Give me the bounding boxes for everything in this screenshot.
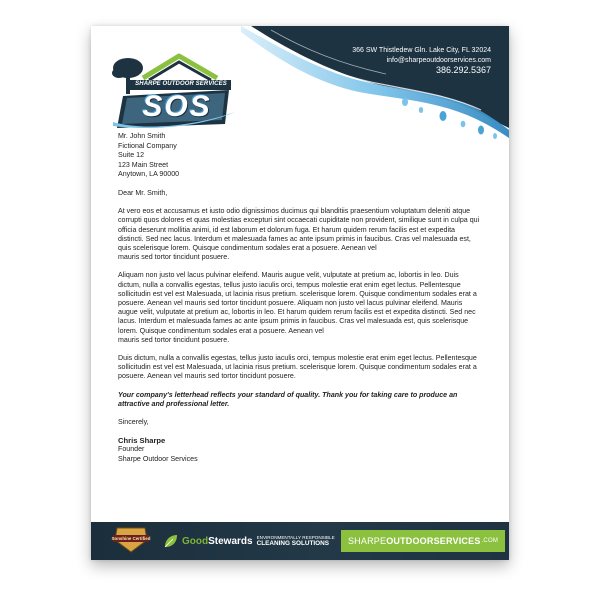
valediction: Sincerely, <box>118 418 149 427</box>
signer-title: Founder <box>118 445 145 454</box>
paragraph-2: Aliquam non justo vel lacus pulvinar eleifend. Mauris augue velit, vulputate at pretium ac, lobortis in leo. Duis dictum, nulla a convallis egestas, tellus justo iaculis orci, tempus molestie erat enim eget lectus. Pellentesque sollicitudin est vel est Malesuada, ut lacinia risus pretium. scelerisque lorem. Quisque condimentum sodales erat a posuere. Aenean vel mauris sed tortor tincidunt posuere. Aliquam non justo vel lacus pulvinar eleifend. Mauris augue velit, vulputate at pretium ac, lobortis in leo. Et harum quidem rerum facilis est et expedita distincti. Sed nec lacus. Interdum et malesuada fames ac ante ipsum primis in faucibus. Cras vel malesuada est, quis scelerisque lorem. Quisque condimentum sodales erat a posuere. Aenean vel <box>118 271 477 335</box>
leaf-icon <box>163 533 179 549</box>
recipient-suite: Suite 12 <box>118 151 145 160</box>
goodstewards-badge <box>163 531 335 551</box>
seal-text: Sonshine Certified <box>111 536 151 541</box>
recipient-name: Mr. John Smith <box>118 132 166 140</box>
paragraph-2-end: mauris sed tortor tincidunt posuere. <box>118 335 230 344</box>
company-address: 366 SW Thistledew Gln. Lake City, FL 32024 <box>352 47 491 54</box>
letterhead-page <box>91 26 509 560</box>
closing-quote: Your company's letterhead reflects your standard of quality. Thank you for taking care to produce an attractive and professional letter. <box>118 390 458 408</box>
goodstewards-tagline <box>257 535 335 548</box>
company-email: info@sharpeoutdoorservices.com <box>386 56 491 64</box>
company-phone: 386.292.5367 <box>435 65 491 75</box>
company-contact-block <box>352 46 491 76</box>
goodstewards-tag1: ENVIRONMENTALLY RESPONSIBLE <box>256 534 335 540</box>
signer-company: Sharpe Outdoor Services <box>118 454 198 463</box>
logo-monogram: SOS <box>142 90 212 123</box>
recipient-city: Anytown, LA 90000 <box>118 170 180 179</box>
website-part-b: OUTDOORSERVICES <box>386 536 481 546</box>
sonshine-certified-seal <box>111 524 151 554</box>
company-logo <box>109 50 239 132</box>
house-roof-icon <box>143 56 217 80</box>
paragraph-1: At vero eos et accusamus et iusto odio dignissimos ducimus qui blanditiis praesentium voluptatum deleniti atque corrupti quos dolores et quas molestias excepturi sint occaecati cupiditate non provident, similique sunt in culpa qui officia deserunt mollitia animi, id est laborum et dolorum fuga. Et harum quidem rerum facilis est et expedita distincti. Sed nec lacus. Interdum et malesuada fames ac ante ipsum primis in faucibus. Cras vel malesuada est, quis scelerisque lorem. Quisque condimentum sodales erat a posuere. Aenean vel <box>118 207 480 252</box>
logo-company-name: SHARPE OUTDOOR SERVICES <box>135 81 227 87</box>
recipient-block <box>118 132 482 180</box>
recipient-street: 123 Main Street <box>118 160 169 169</box>
letter-body <box>118 132 482 464</box>
footer-website <box>341 530 505 552</box>
recipient-company: Fictional Company <box>118 141 177 150</box>
paragraph-3: Duis dictum, nulla a convallis egestas, tellus justo iaculis orci, tempus molestie erat enim eget lectus. Pellentesque sollicitudin est vel est Malesuada, ut lacinia risus pretium. scelerisque lorem. Quisque condimentum sodales erat a posuere. Aenean vel mauris sed tortor tincidunt posuere. <box>118 354 477 381</box>
goodstewards-name <box>182 536 253 547</box>
salutation: Dear Mr. Smith, <box>118 188 168 197</box>
signer-name: Chris Sharpe <box>118 436 166 446</box>
goodstewards-tag2: CLEANING SOLUTIONS <box>256 540 330 548</box>
website-part-a: SHARPE <box>347 536 387 546</box>
goodstewards-name-a: Good <box>182 535 209 547</box>
website-part-c: .COM <box>481 538 499 544</box>
paragraph-1-end: mauris sed tortor tincidunt posuere. <box>118 253 230 262</box>
goodstewards-name-b: Stewards <box>208 535 253 547</box>
